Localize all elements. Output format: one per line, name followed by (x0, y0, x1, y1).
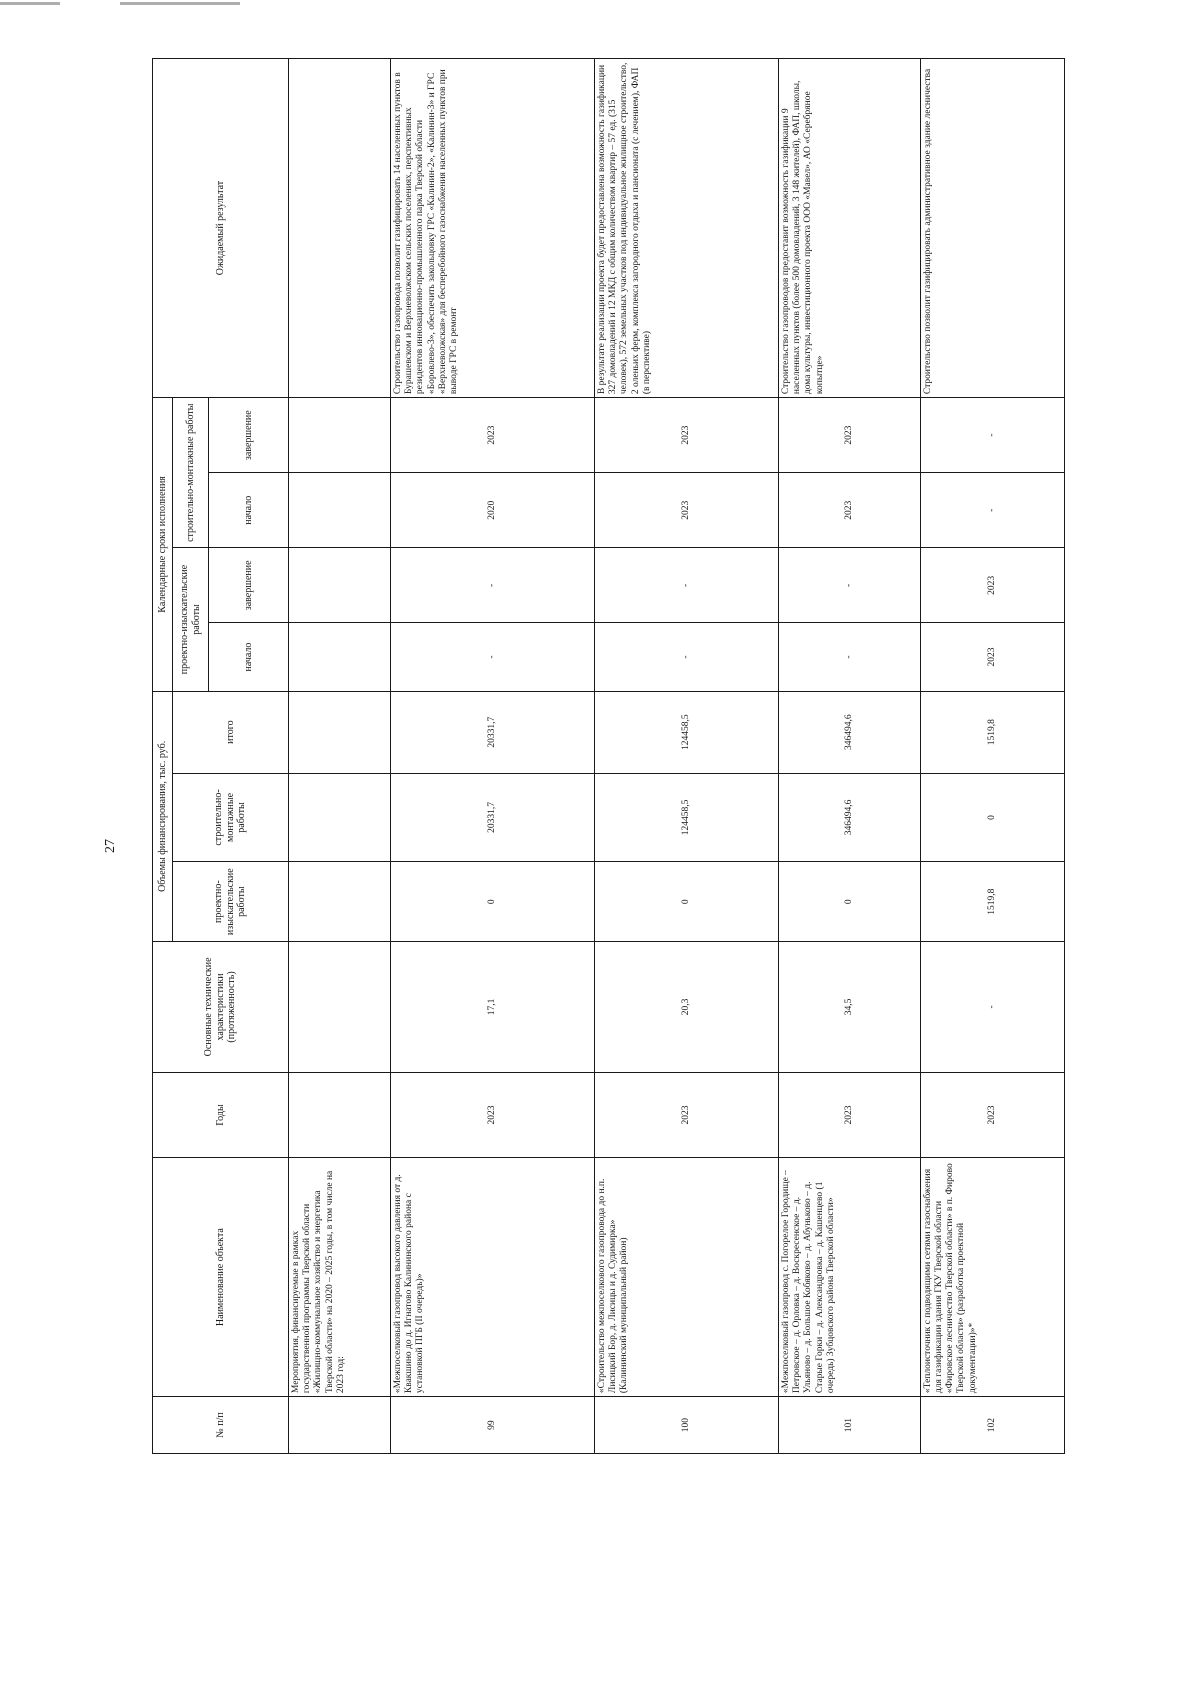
header-name: Наименование объекта (153, 1158, 289, 1397)
row-fin-total: 20331,7 (390, 691, 594, 773)
row-fin-survey: 0 (778, 862, 920, 942)
row-name: «Теплоисточник с подводящими сетями газоснабжения для газификации здания ГКУ Тверской области «Фировское лесничество Тверской области» в п. Фирово Тверской области» (разработка проектной документации)»* (920, 1158, 1064, 1397)
row-result: Строительство газопровода позволит газифицировать 14 населенных пунктов в Бурашевском и Верхневолжском сельских поселениях, перспективных резидентов инновационно-промышленного парка Тверской области «Боровлево-3», обеспечить закольцовку ГРС «Калинин-2», «Калинин-3» и ГРС «Верхневолжская» для бесперебойного газоснабжения населенных пунктов при выводе ГРС в ремонт (390, 59, 594, 398)
row-fin-total: 346494,6 (778, 691, 920, 773)
rotated-table-container (152, 58, 1065, 1454)
header-result: Ожидаемый результат (153, 59, 289, 398)
table-row (594, 59, 778, 1454)
table-row-section (289, 59, 391, 1454)
row-tech: 34,5 (778, 942, 920, 1073)
row-constr-start: 2020 (390, 473, 594, 548)
row-name: «Межпоселковый газопровод с. Погорелое Городище – Петровское – д. Орловка – д. Воскресенское – д. Ульяново – д. Большое Кобяково – д. Абуньково – д. Старые Горки – д. Александровка – д. Кашенцево (1 очередь) Зубцовского района Тверской области» (778, 1158, 920, 1397)
row-num: 99 (390, 1397, 594, 1454)
header-sched-survey: проектно-изыскательские работы (173, 548, 209, 691)
header-years: Годы (153, 1072, 289, 1157)
row-constr-start: 2023 (594, 473, 778, 548)
header-fin-total: итого (173, 691, 289, 773)
row-fin-construction: 20331,7 (390, 773, 594, 862)
header-fin-survey: проектно-изыскательские работы (173, 862, 289, 942)
row-num: 102 (920, 1397, 1064, 1454)
header-tech: Основные технические характеристики (протяженность) (153, 942, 289, 1073)
row-tech: 17,1 (390, 942, 594, 1073)
table-row (920, 59, 1064, 1454)
table-row (778, 59, 920, 1454)
row-name: «Строительство межпоселкового газопровода до н.п. Лисицкий Бор, д. Лисицы и д. Судимирка» (Калининский муниципальный район) (594, 1158, 778, 1397)
header-financing: Объемы финансирования, тыс. руб. (153, 691, 173, 941)
row-num: 101 (778, 1397, 920, 1454)
row-survey-end: 2023 (920, 548, 1064, 623)
row-num: 100 (594, 1397, 778, 1454)
row-name: «Межпоселковый газопровод высокого давления от д. Квакшино до д. Игнатово Калининского района с установкой ПГБ (II очередь)» (390, 1158, 594, 1397)
header-schedule: Календарные сроки исполнения (153, 398, 173, 692)
row-constr-end: - (920, 398, 1064, 473)
row-years: 2023 (594, 1072, 778, 1157)
row-fin-construction: 346494,6 (778, 773, 920, 862)
row-constr-start: 2023 (778, 473, 920, 548)
row-tech: 20,3 (594, 942, 778, 1073)
row-tech: - (920, 942, 1064, 1073)
row-fin-survey: 0 (594, 862, 778, 942)
row-years: 2023 (920, 1072, 1064, 1157)
row-result: Строительство газопроводов предоставит возможность газификации 9 населенных пунктов (более 500 домовладений, 3 148 жителей), ФАП, школы, дома культуры, инвестиционного проекта ООО «Мавел», АО «Серебряное копытце» (778, 59, 920, 398)
row-survey-end: - (594, 548, 778, 623)
row-years: 2023 (390, 1072, 594, 1157)
header-survey-end: завершение (209, 548, 289, 623)
row-survey-start: - (778, 623, 920, 691)
row-fin-survey: 1519,8 (920, 862, 1064, 942)
row-survey-end: - (390, 548, 594, 623)
row-survey-start: - (594, 623, 778, 691)
page-number: 27 (103, 839, 118, 853)
row-survey-start: - (390, 623, 594, 691)
scan-top-edge (0, 2, 1200, 5)
row-survey-end: - (778, 548, 920, 623)
row-fin-survey: 0 (390, 862, 594, 942)
row-years: 2023 (778, 1072, 920, 1157)
header-survey-start: начало (209, 623, 289, 691)
row-result: Строительство позволит газифицировать административное здание лесничества (920, 59, 1064, 398)
row-constr-end: 2023 (390, 398, 594, 473)
gasification-objects-table (152, 58, 1065, 1454)
table-row (390, 59, 594, 1454)
row-constr-start: - (920, 473, 1064, 548)
row-constr-end: 2023 (778, 398, 920, 473)
row-survey-start: 2023 (920, 623, 1064, 691)
section-title: Мероприятия, финансируемые в рамках государственной программы Тверской области «Жилищно-коммунальное хозяйство и энергетика Тверской области» на 2020 – 2025 годы, в том числе на 2023 год: (289, 1158, 391, 1397)
header-constr-start: начало (209, 473, 289, 548)
header-constr-end: завершение (209, 398, 289, 473)
header-num: № п/п (153, 1397, 289, 1454)
row-result: В результате реализации проекта будет предоставлена возможность газификации 327 домовладений и 12 МКД с общим количеством квартир – 57 ед. (315 человек), 572 земельных участков под индивидуальное жилищное строительство, 2 оленьих ферм, комплекса загородного отдыха и пансионата (с лечением), ФАП (в перспективе) (594, 59, 778, 398)
row-constr-end: 2023 (594, 398, 778, 473)
header-sched-construction: строительно-монтажные работы (173, 398, 209, 548)
row-fin-construction: 0 (920, 773, 1064, 862)
header-fin-construction: строительно-монтажные работы (173, 773, 289, 862)
row-fin-total: 124458,5 (594, 691, 778, 773)
row-fin-construction: 124458,5 (594, 773, 778, 862)
row-fin-total: 1519,8 (920, 691, 1064, 773)
